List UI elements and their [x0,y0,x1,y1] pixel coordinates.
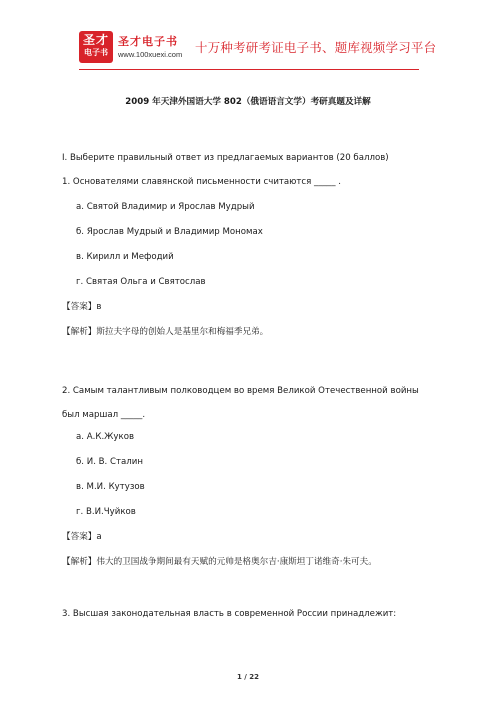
page-number: 1 / 22 [236,673,260,681]
question-2-option-d: г. В.И.Чуйков [76,507,136,517]
question-1-stem: 1. Основателями славянской письменности считаются _____ . [62,177,341,187]
logo [79,31,113,63]
question-2-stem: 2. Самым талантливым полководцем во время Великой Отечественной войны был маршал _____. [62,386,419,420]
document-title: 2009 年天津外国语大学 802（俄语语言文学）考研真题及详解 [125,97,371,107]
question-2-option-c: в. М.И. Кутузов [76,482,145,492]
question-2-option-a: а. А.К.Жуков [76,432,135,442]
question-1-analysis: 【解析】斯拉夫字母的创始人是基里尔和梅福季兄弟。 [62,327,269,337]
question-2-option-b: б. И. В. Сталин [76,457,143,467]
logo-text-top: 圣才 [82,33,109,47]
header-divider [79,69,419,70]
question-1-answer: 【答案】в [62,302,102,312]
question-3-stem: 3. Высшая законодательная власть в современной России принадлежит: [62,609,397,619]
brand-url: www.100xuexi.com [118,50,183,59]
question-2-analysis: 【解析】伟大的卫国战争期间最有天赋的元帅是格奥尔吉·康斯坦丁诺维奇·朱可夫。 [62,557,377,567]
brand-name: 圣才电子书 [118,35,178,48]
question-1-option-c: в. Кирилл и Мефодий [76,252,174,262]
question-1-option-a: а. Святой Владимир и Ярослав Мудрый [76,202,255,212]
section-heading: I. Выберите правильный ответ из предлагаемых вариантов (20 баллов) [62,153,389,163]
question-1-option-b: б. Ярослав Мудрый и Владимир Мономах [76,227,263,237]
header-slogan: 十万种考研考证电子书、题库视频学习平台 [195,40,437,55]
question-1-option-d: г. Святая Ольга и Святослав [76,277,206,287]
logo-text-bottom: 电子书 [84,48,108,57]
page-header [0,0,496,72]
question-2-answer: 【答案】а [62,532,102,542]
